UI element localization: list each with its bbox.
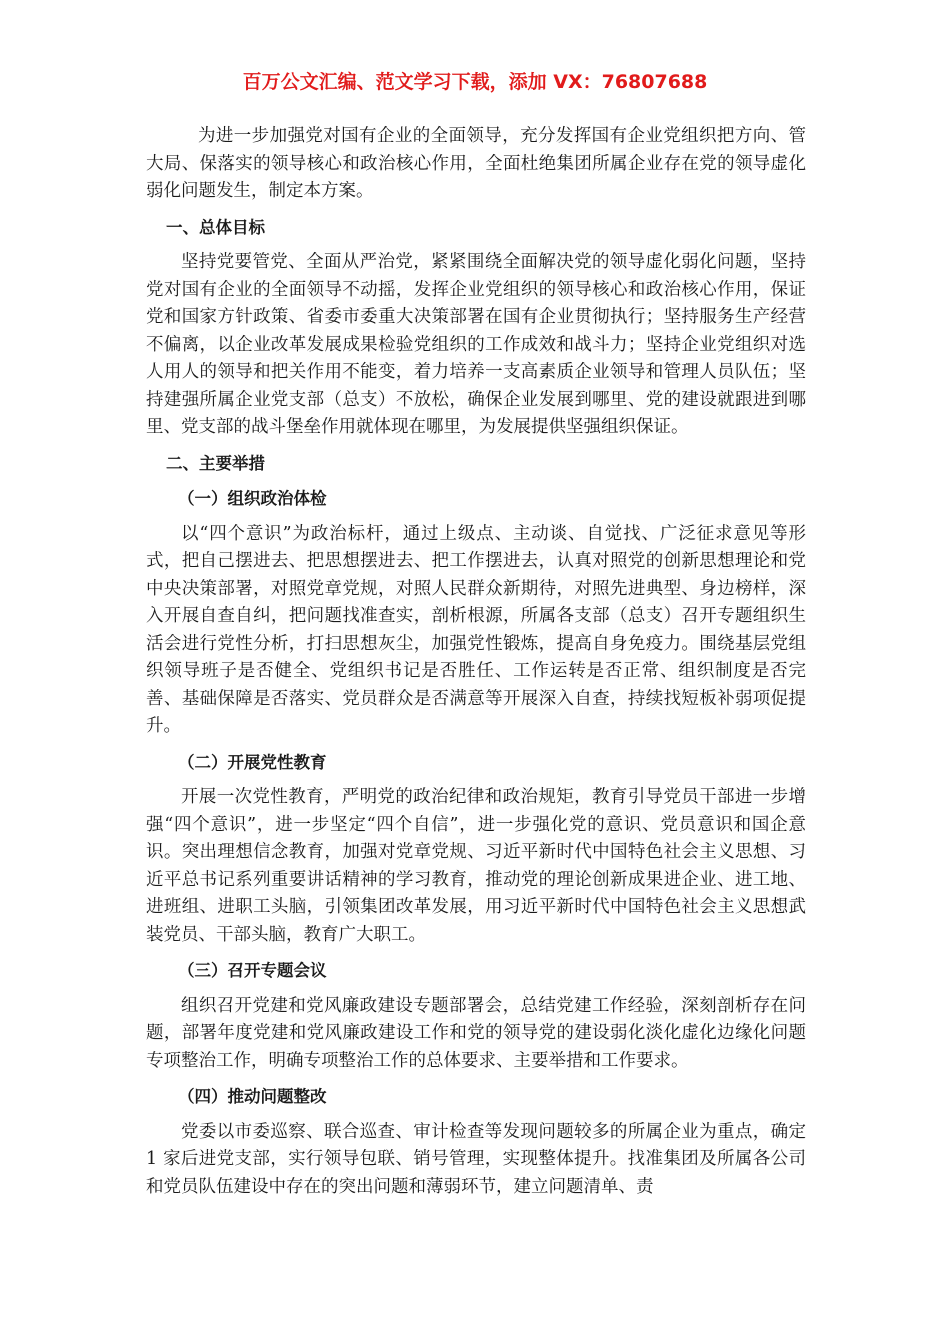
header-banner: 百万公文汇编、范文学习下载，添加 VX：76807688 [242, 71, 708, 93]
subsection-paragraph-party-education: 开展一次党性教育，严明党的政治纪律和政治规矩，教育引导党员干部进一步增强“四个意识”，进一步坚定“四个自信”，进一步强化党的意识、党员意识和国企意识。突出理想信念教育，加强对党章党规、习近平新时代中国特色社会主义思想、习近平总书记系列重要讲话精神的学习教育，推动党的理论创新成果进企业、进工地、进班组、进职工头脑，引领集团改革发展，用习近平新时代中国特色社会主义思想武装党员、干部头脑，教育广大职工。 [146, 787, 806, 945]
intro-paragraph: 为进一步加强党对国有企业的全面领导，充分发挥国有企业党组织把方向、管大局、保落实的领导核心和政治核心作用，全面杜绝集团所属企业存在党的领导虚化弱化问题发生，制定本方案。 [146, 126, 806, 201]
subsection-paragraph-special-meeting: 组织召开党建和党风廉政建设专题部署会，总结党建工作经验，深刻剖析存在问题，部署年度党建和党风廉政建设工作和党的领导党的建设弱化淡化虚化边缘化问题专项整治工作，明确专项整治工作的总体要求、主要举措和工作要求。 [146, 995, 806, 1071]
subsection-heading-party-education: （二）开展党性教育 [178, 752, 327, 772]
subsection-paragraph-rectification: 党委以市委巡察、联合巡查、审计检查等发现问题较多的所属企业为重点，确定 1 家后进党支部，实行领导包联、销号管理，实现整体提升。找准集团及所属各公司和党员队伍建设中存在的突出问题和薄弱环节，建立问题清单、责 [146, 1121, 806, 1197]
document-body [146, 123, 806, 1201]
section-paragraph-overall-goal: 坚持党要管党、全面从严治党，紧紧围绕全面解决党的领导虚化弱化问题，坚持党对国有企业的全面领导不动摇，发挥企业党组织的领导核心和政治核心作用，保证党和国家方针政策、省委市委重大决策部署在国有企业贯彻执行；坚持服务生产经营不偏离，以企业改革发展成果检验党组织的工作成效和战斗力；坚持企业党组织对选人用人的领导和把关作用不能变，着力培养一支高素质企业领导和管理人员队伍；坚持建强所属企业党支部（总支）不放松，确保企业发展到哪里、党的建设就跟进到哪里、党支部的战斗堡垒作用就体现在哪里，为发展提供坚强组织保证。 [146, 252, 806, 437]
subsection-heading-political-checkup: （一）组织政治体检 [178, 489, 327, 508]
subsection-heading-special-meeting: （三）召开专题会议 [178, 961, 327, 980]
subsection-paragraph-political-checkup: 以“四个意识”为政治标杆，通过上级点、主动谈、自觉找、广泛征求意见等形式，把自己摆进去、把思想摆进去、把工作摆进去，认真对照党的创新思想理论和党中央决策部署，对照党章党规，对照人民群众新期待，对照先进典型、身边榜样，深入开展自查自纠，把问题找准查实，剖析根源，所属各支部（总支）召开专题组织生活会进行党性分析，打扫思想灰尘，加强党性锻炼，提高自身免疫力。围绕基层党组织领导班子是否健全、党组织书记是否胜任、工作运转是否正常、组织制度是否完善、基础保障是否落实、党员群众是否满意等开展深入自查，持续找短板补弱项促提升。 [146, 523, 806, 736]
subsection-heading-rectification: （四）推动问题整改 [178, 1087, 327, 1106]
section-heading-main-measures: 二、主要举措 [166, 453, 265, 473]
section-heading-overall-goal: 一、总体目标 [166, 217, 265, 237]
